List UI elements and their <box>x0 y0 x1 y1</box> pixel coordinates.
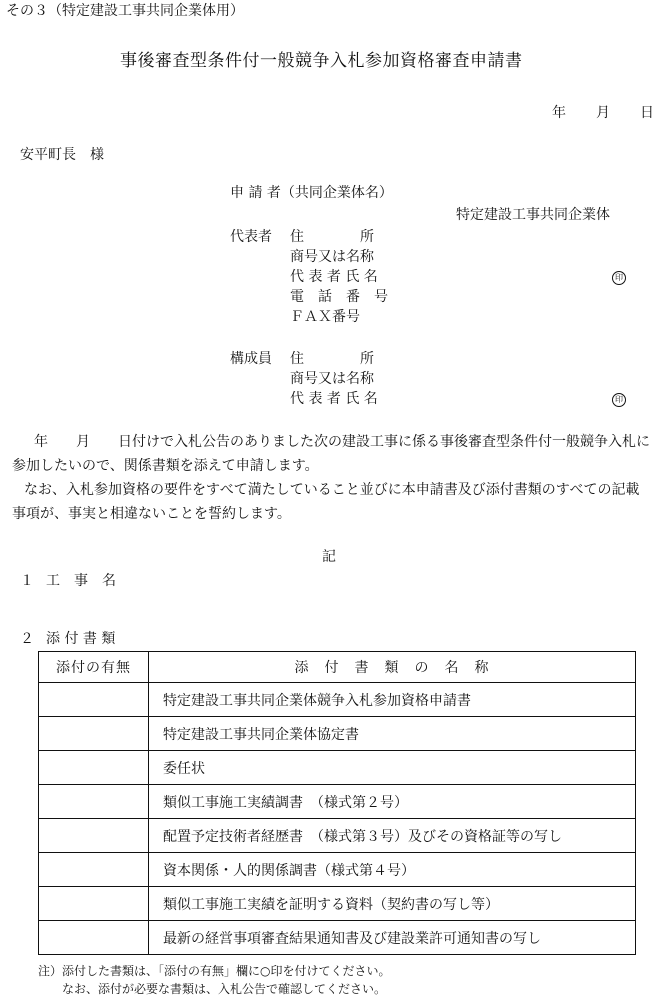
document-title: 事後審査型条件付一般競争入札参加資格審査申請書 <box>120 51 523 71</box>
table-row <box>39 717 636 751</box>
attached-check-cell[interactable] <box>39 717 149 751</box>
date-month: 月 <box>596 105 610 121</box>
header-document-name: 添 付 書 類 の 名 称 <box>149 652 636 683</box>
note-2: なお、添付が必要な書類は、入札公告で確認してください。 <box>62 982 387 996</box>
table-row <box>39 785 636 819</box>
form-number: その３（特定建設工事共同企業体用） <box>6 3 244 19</box>
table-header-row <box>39 652 636 683</box>
attached-check-cell[interactable] <box>39 887 149 921</box>
representative-person-label: 代 表 者 氏 名 <box>290 269 378 285</box>
member-address-label: 住 所 <box>290 351 374 367</box>
note-1: 注）添付した書類は、「添付の有無」欄に○印を付けてください。 <box>38 964 391 978</box>
table-row <box>39 853 636 887</box>
header-attached: 添付の有無 <box>39 652 149 683</box>
body-paragraph-1: 年 月 日付けで入札公告のありました次の建設工事に係る事後審査型条件付一般競争入札に参加したいので、関係書類を添えて申請します。 <box>12 434 650 474</box>
document-name-cell: 最新の経営事項審査結果通知書及び建設業許可通知書の写し <box>149 921 636 955</box>
document-name-cell: 資本関係・人的関係調書（様式第４号） <box>149 853 636 887</box>
representative-role: 代表者 <box>230 229 272 245</box>
document-name-cell: 配置予定技術者経歴書 （様式第３号）及びその資格証等の写し <box>149 819 636 853</box>
section1-number: １ <box>20 573 34 589</box>
section1-label: 工 事 名 <box>46 573 116 589</box>
member-seal: 印 <box>612 393 626 407</box>
attached-check-cell[interactable] <box>39 921 149 955</box>
attached-check-cell[interactable] <box>39 751 149 785</box>
member-role: 構成員 <box>230 351 272 367</box>
representative-company-label: 商号又は名称 <box>290 249 374 265</box>
table-row <box>39 751 636 785</box>
document-name-cell: 類似工事施工実績調書 （様式第２号） <box>149 785 636 819</box>
addressee: 安平町長 様 <box>20 147 104 163</box>
representative-fax-label: ＦＡＸ番号 <box>290 309 360 325</box>
attached-check-cell[interactable] <box>39 819 149 853</box>
attachments-table <box>38 651 636 955</box>
applicant-heading: 申 請 者（共同企業体名） <box>230 185 393 201</box>
body-paragraph-2: なお、入札参加資格の要件をすべて満たしていること並びに本申請書及び添付書類のすべての記載事項が、事実と相違ないことを誓約します。 <box>12 482 640 522</box>
jv-name: 特定建設工事共同企業体 <box>456 207 610 223</box>
table-row <box>39 921 636 955</box>
table-row <box>39 887 636 921</box>
section2-number: ２ <box>20 631 34 647</box>
member-company-label: 商号又は名称 <box>290 371 374 387</box>
ki-label: 記 <box>322 549 336 565</box>
representative-phone-label: 電 話 番 号 <box>290 289 388 305</box>
attached-check-cell[interactable] <box>39 683 149 717</box>
document-name-cell: 特定建設工事共同企業体協定書 <box>149 717 636 751</box>
document-name-cell: 委任状 <box>149 751 636 785</box>
table-row <box>39 819 636 853</box>
date-day: 日 <box>640 105 654 121</box>
table-row <box>39 683 636 717</box>
document-name-cell: 類似工事施工実績を証明する資料（契約書の写し等） <box>149 887 636 921</box>
attached-check-cell[interactable] <box>39 785 149 819</box>
member-person-label: 代 表 者 氏 名 <box>290 391 378 407</box>
section2-label: 添 付 書 類 <box>46 631 116 647</box>
document-name-cell: 特定建設工事共同企業体競争入札参加資格申請書 <box>149 683 636 717</box>
date-year: 年 <box>552 105 566 121</box>
representative-seal: 印 <box>612 271 626 285</box>
attached-check-cell[interactable] <box>39 853 149 887</box>
representative-address-label: 住 所 <box>290 229 374 245</box>
